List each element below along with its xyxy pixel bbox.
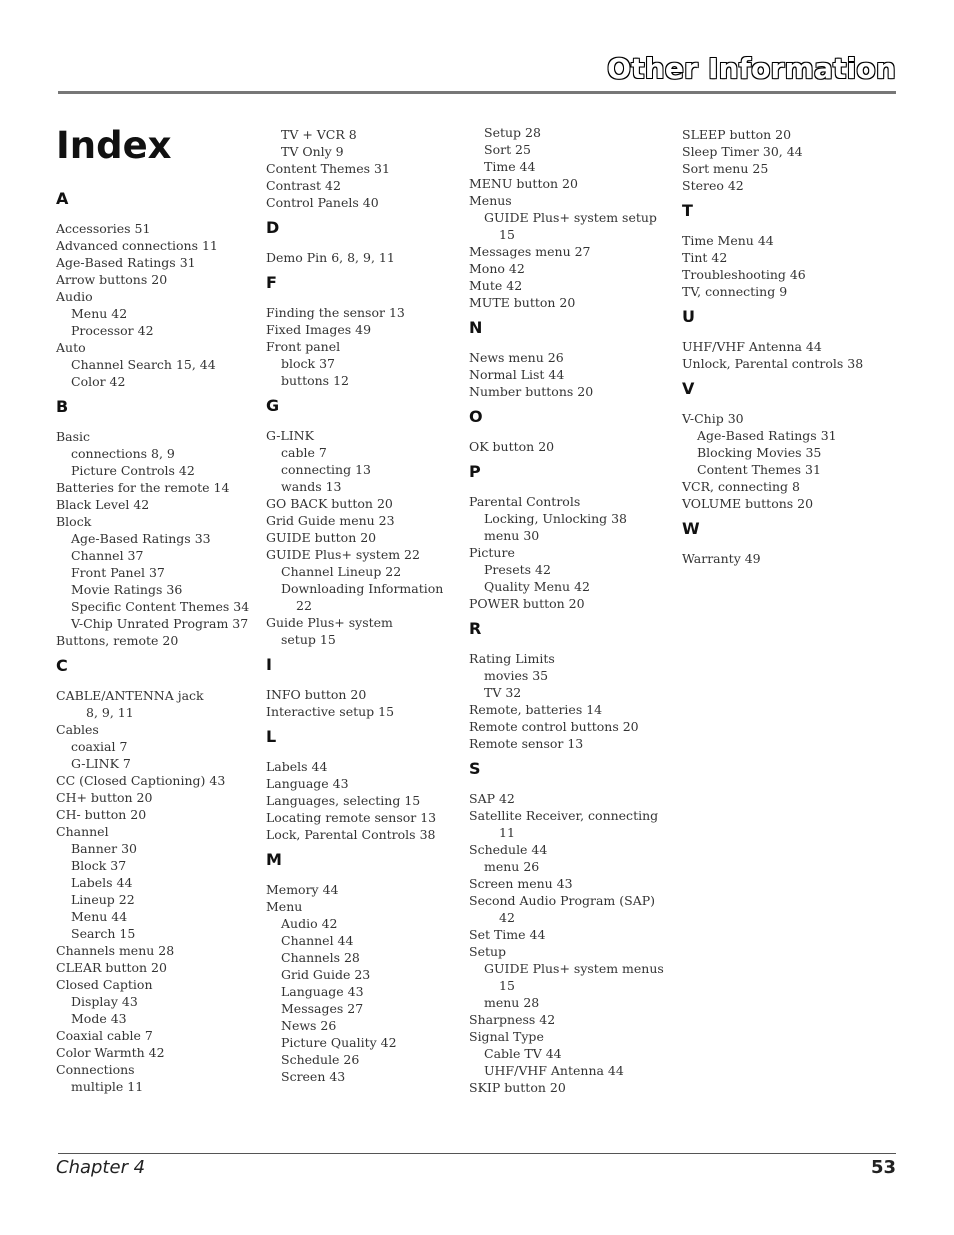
index-subentry: buttons 12 [281,373,349,388]
index-entry: Locating remote sensor 13 [266,810,437,825]
index-entry: TV, connecting 9 [682,284,788,299]
index-entry: Front panel [266,339,341,354]
index-subentry: Mode 43 [71,1011,127,1026]
index-entry: GUIDE button 20 [266,530,377,545]
index-subentry: Processor 42 [71,323,154,338]
index-subentry: GUIDE Plus+ system setup [484,210,657,225]
index-entry-continuation: 11 [499,825,515,840]
index-subentry: TV + VCR 8 [281,127,357,142]
index-entry: Guide Plus+ system [266,615,393,630]
index-entry: Black Level 42 [56,497,150,512]
index-entry: G-LINK [266,428,314,443]
index-subentry: Channels 28 [281,950,360,965]
page-title: Index [56,124,172,167]
index-entry: Interactive setup 15 [266,704,395,719]
index-entry: SKIP button 20 [469,1080,566,1095]
index-subentry: movies 35 [484,668,549,683]
index-letter-heading: S [469,759,481,778]
index-subentry: wands 13 [281,479,342,494]
index-entry: Languages, selecting 15 [266,793,421,808]
index-entry: Buttons, remote 20 [56,633,179,648]
index-entry: Signal Type [469,1029,544,1044]
index-letter-heading: F [266,273,277,292]
index-entry: Coaxial cable 7 [56,1028,153,1043]
index-entry: Menu [266,899,303,914]
index-entry: Remote control buttons 20 [469,719,639,734]
index-subentry: multiple 11 [71,1079,144,1094]
index-entry: Closed Caption [56,977,153,992]
index-entry: Cables [56,722,99,737]
index-subentry: Channel 44 [281,933,354,948]
index-entry: Finding the sensor 13 [266,305,405,320]
index-entry: Accessories 51 [56,221,151,236]
index-subentry: menu 30 [484,528,540,543]
index-entry: Parental Controls [469,494,581,509]
index-entry: Mute 42 [469,278,523,293]
index-entry: Picture [469,545,515,560]
index-column-4 [682,126,882,567]
index-subentry: connections 8, 9 [71,446,175,461]
index-entry: Menus [469,193,512,208]
index-letter-heading: L [266,727,277,746]
index-entry: POWER button 20 [469,596,585,611]
index-subentry: Content Themes 31 [697,462,821,477]
index-entry: Fixed Images 49 [266,322,372,337]
index-subentry: coaxial 7 [71,739,128,754]
index-subentry: Age-Based Ratings 33 [71,531,211,546]
index-entry: Auto [56,340,86,355]
index-subentry: Menu 44 [71,909,128,924]
index-letter-heading: A [56,189,69,208]
index-column-1 [56,126,251,1095]
index-entry: Content Themes 31 [266,161,390,176]
index-subentry: Front Panel 37 [71,565,165,580]
index-entry: Language 43 [266,776,349,791]
index-column-3 [469,124,669,1096]
index-subentry: News 26 [281,1018,337,1033]
index-subentry: Time 44 [484,159,536,174]
index-subentry: TV 32 [484,685,522,700]
index-subentry: Quality Menu 42 [484,579,590,594]
index-subentry: Screen 43 [281,1069,346,1084]
index-entry: Audio [56,289,93,304]
index-letter-heading: M [266,850,282,869]
index-entry: Troubleshooting 46 [682,267,806,282]
index-entry: Grid Guide menu 23 [266,513,395,528]
index-letter-heading: G [266,396,280,415]
index-entry: GO BACK button 20 [266,496,393,511]
index-letter-heading: R [469,619,482,638]
index-entry: Connections [56,1062,135,1077]
index-subentry: Downloading Information [281,581,444,596]
index-entry: Screen menu 43 [469,876,573,891]
index-subentry: Movie Ratings 36 [71,582,183,597]
index-subentry: connecting 13 [281,462,371,477]
index-entry: Basic [56,429,91,444]
index-entry: VOLUME buttons 20 [682,496,814,511]
index-entry: Second Audio Program (SAP) [469,893,656,908]
index-entry: Warranty 49 [682,551,761,566]
index-subentry: Picture Quality 42 [281,1035,397,1050]
index-entry: Remote, batteries 14 [469,702,603,717]
index-subentry: Menu 42 [71,306,128,321]
index-entry: Arrow buttons 20 [56,272,168,287]
index-subentry: Labels 44 [71,875,133,890]
index-entry: News menu 26 [469,350,564,365]
index-entry: Number buttons 20 [469,384,594,399]
index-subentry: Blocking Movies 35 [697,445,822,460]
index-subentry: Audio 42 [281,916,338,931]
index-entry: Normal List 44 [469,367,565,382]
index-entry: Time Menu 44 [682,233,774,248]
index-entry: GUIDE Plus+ system 22 [266,547,420,562]
index-entry: Schedule 44 [469,842,548,857]
index-entry: Block [56,514,92,529]
index-subentry: Sort 25 [484,142,531,157]
index-entry: Tint 42 [682,250,728,265]
index-entry-continuation: 15 [499,978,515,993]
index-subentry: Picture Controls 42 [71,463,195,478]
index-subentry: Display 43 [71,994,138,1009]
index-subentry: Block 37 [71,858,127,873]
footer-page-number: 53 [870,1157,896,1178]
index-entry-continuation: 8, 9, 11 [86,705,134,720]
index-entry: CH- button 20 [56,807,147,822]
index-entry: Set Time 44 [469,927,546,942]
index-subentry: Language 43 [281,984,364,999]
index-subentry: Age-Based Ratings 31 [697,428,837,443]
index-entry: Demo Pin 6, 8, 9, 11 [266,250,395,265]
index-letter-heading: T [682,201,693,220]
index-subentry: Channel 37 [71,548,144,563]
index-entry-continuation: 42 [499,910,515,925]
index-entry: Control Panels 40 [266,195,379,210]
header-divider [58,91,896,94]
index-letter-heading: B [56,397,69,416]
index-entry: Rating Limits [469,651,555,666]
index-subentry: menu 26 [484,859,540,874]
index-entry: SLEEP button 20 [682,127,792,142]
footer-divider [58,1153,896,1154]
index-entry: CLEAR button 20 [56,960,167,975]
index-entry: SAP 42 [469,791,515,806]
title-spacer [56,126,251,182]
index-subentry: Lineup 22 [71,892,135,907]
index-subentry: Messages 27 [281,1001,364,1016]
index-entry: Setup [469,944,507,959]
index-entry: Unlock, Parental controls 38 [682,356,864,371]
index-subentry: Banner 30 [71,841,137,856]
index-subentry: setup 15 [281,632,336,647]
index-subentry: Schedule 26 [281,1052,360,1067]
index-subentry: Channel Lineup 22 [281,564,402,579]
index-letter-heading: P [469,462,481,481]
index-entry: Lock, Parental Controls 38 [266,827,436,842]
index-entry: CABLE/ANTENNA jack [56,688,204,703]
index-letter-heading: O [469,407,483,426]
index-letter-heading: D [266,218,280,237]
index-entry: Channels menu 28 [56,943,175,958]
index-entry: Batteries for the remote 14 [56,480,230,495]
index-subentry: menu 28 [484,995,540,1010]
index-entry: Labels 44 [266,759,328,774]
index-entry: Stereo 42 [682,178,744,193]
index-subentry: Presets 42 [484,562,551,577]
index-entry: CC (Closed Captioning) 43 [56,773,226,788]
index-entry: UHF/VHF Antenna 44 [682,339,822,354]
index-entry: Messages menu 27 [469,244,591,259]
index-subentry: block 37 [281,356,335,371]
index-letter-heading: U [682,307,695,326]
index-subentry: Search 15 [71,926,136,941]
index-subentry: Grid Guide 23 [281,967,371,982]
index-entry: MENU button 20 [469,176,578,191]
index-subentry: Color 42 [71,374,126,389]
index-subentry: TV Only 9 [281,144,344,159]
index-subentry: GUIDE Plus+ system menus [484,961,664,976]
index-letter-heading: N [469,318,483,337]
index-entry-continuation: 15 [499,227,515,242]
section-header-title: Other Information [607,52,896,85]
index-letter-heading: W [682,519,700,538]
index-entry: Sharpness 42 [469,1012,556,1027]
index-entry: Sleep Timer 30, 44 [682,144,803,159]
index-entry: Memory 44 [266,882,339,897]
index-entry: Channel [56,824,109,839]
index-entry: INFO button 20 [266,687,367,702]
index-subentry: Channel Search 15, 44 [71,357,216,372]
index-subentry: Setup 28 [484,125,541,140]
index-entry: VCR, connecting 8 [682,479,800,494]
footer-chapter-label: Chapter 4 [56,1157,146,1178]
index-entry: MUTE button 20 [469,295,576,310]
index-entry: Mono 42 [469,261,525,276]
index-entry: CH+ button 20 [56,790,153,805]
index-letter-heading: C [56,656,68,675]
index-entry: Sort menu 25 [682,161,769,176]
index-subentry: Locking, Unlocking 38 [484,511,628,526]
index-entry: Remote sensor 13 [469,736,584,751]
index-letter-heading: I [266,655,272,674]
index-entry: Advanced connections 11 [56,238,218,253]
index-entry: Contrast 42 [266,178,341,193]
index-entry: OK button 20 [469,439,555,454]
index-entry: Satellite Receiver, connecting [469,808,659,823]
index-entry-continuation: 22 [296,598,312,613]
index-subentry: G-LINK 7 [71,756,131,771]
index-subentry: Specific Content Themes 34 [71,599,250,614]
index-column-2 [266,126,456,1085]
index-subentry: V-Chip Unrated Program 37 [71,616,249,631]
index-letter-heading: V [682,379,695,398]
index-subentry: Cable TV 44 [484,1046,562,1061]
index-entry: V-Chip 30 [682,411,744,426]
index-subentry: UHF/VHF Antenna 44 [484,1063,624,1078]
index-subentry: cable 7 [281,445,327,460]
index-entry: Color Warmth 42 [56,1045,165,1060]
index-entry: Age-Based Ratings 31 [56,255,196,270]
